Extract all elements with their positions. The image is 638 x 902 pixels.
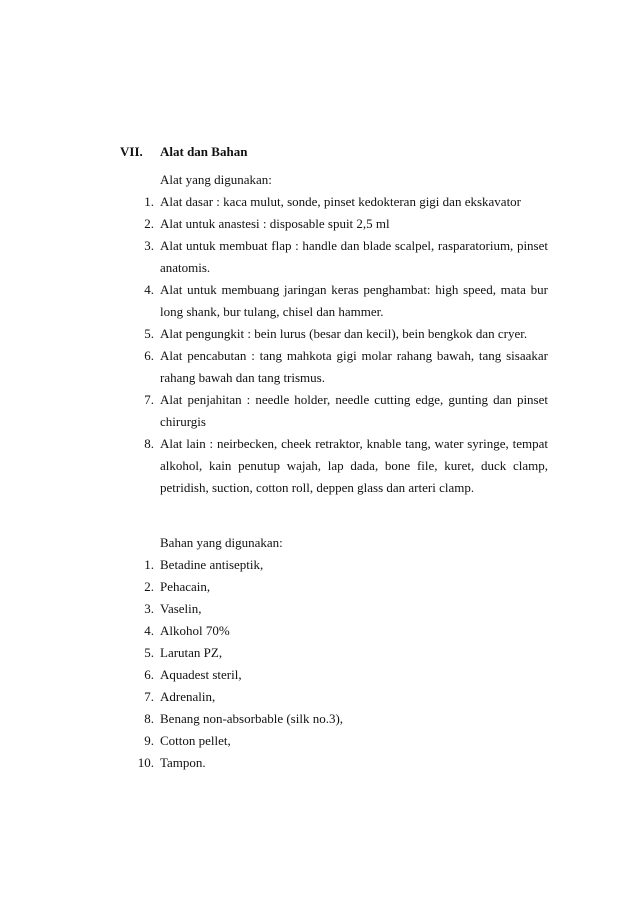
alat-intro: Alat yang digunakan:: [160, 172, 272, 187]
list-text: Alat untuk membuang jaringan keras penghambat: high speed, mata bur long shank, bur tulang, chisel dan hammer.: [160, 282, 548, 319]
bahan-list-item: [120, 664, 548, 686]
alat-list-item: [120, 389, 548, 433]
list-number: 4.: [144, 282, 154, 297]
list-text: Alat lain : neirbecken, cheek retraktor, knable tang, water syringe, tempat alkohol, kain penutup wajah, lap dada, bone file, kuret, duck clamp, petridish, suction, cotton roll, deppen glass dan arteri clamp.: [160, 436, 548, 495]
bahan-list-item: [120, 598, 548, 620]
list-text: Alat dasar : kaca mulut, sonde, pinset kedokteran gigi dan ekskavator: [160, 194, 522, 209]
bahan-list-item: [120, 576, 548, 598]
list-text: Adrenalin,: [160, 689, 216, 704]
alat-list: [120, 191, 548, 499]
list-number: 3.: [144, 601, 154, 616]
alat-list-item: [120, 433, 548, 499]
list-text: Larutan PZ,: [160, 645, 223, 660]
list-text: Alat pencabutan : tang mahkota gigi molar rahang bawah, tang sisaakar rahang bawah dan tang trismus.: [160, 348, 548, 385]
list-number: 2.: [144, 216, 154, 231]
list-text: Vaselin,: [160, 601, 202, 616]
list-number: 8.: [144, 436, 154, 451]
list-number: 6.: [144, 667, 154, 682]
bahan-list: [120, 554, 548, 774]
bahan-list-item: [120, 620, 548, 642]
list-number: 5.: [144, 645, 154, 660]
list-number: 4.: [144, 623, 154, 638]
bahan-list-item: [120, 642, 548, 664]
list-number: 6.: [144, 348, 154, 363]
list-number: 7.: [144, 689, 154, 704]
alat-section: [120, 169, 548, 499]
list-number: 3.: [144, 238, 154, 253]
bahan-intro: Bahan yang digunakan:: [160, 535, 283, 550]
bahan-list-item: [120, 554, 548, 576]
bahan-list-item: [120, 752, 548, 774]
list-number: 5.: [144, 326, 154, 341]
section-number: VII.: [120, 144, 143, 159]
list-number: 10.: [137, 755, 154, 770]
list-text: Alkohol 70%: [160, 623, 230, 638]
list-text: Alat pengungkit : bein lurus (besar dan kecil), bein bengkok dan cryer.: [160, 326, 528, 341]
list-text: Aquadest steril,: [160, 667, 242, 682]
alat-list-item: [120, 213, 548, 235]
alat-list-item: [120, 345, 548, 389]
bahan-section: [120, 532, 548, 774]
list-text: Cotton pellet,: [160, 733, 231, 748]
list-number: 1.: [144, 194, 154, 209]
list-text: Tampon.: [160, 755, 206, 770]
list-text: Alat untuk membuat flap : handle dan blade scalpel, rasparatorium, pinset anatomis.: [160, 238, 548, 275]
section-title: Alat dan Bahan: [160, 144, 248, 159]
list-text: Betadine antiseptik,: [160, 557, 264, 572]
list-text: Pehacain,: [160, 579, 211, 594]
alat-list-item: [120, 323, 548, 345]
bahan-list-item: [120, 730, 548, 752]
bahan-list-item: [120, 708, 548, 730]
alat-list-item: [120, 279, 548, 323]
list-number: 2.: [144, 579, 154, 594]
bahan-list-item: [120, 686, 548, 708]
list-number: 8.: [144, 711, 154, 726]
list-text: Alat penjahitan : needle holder, needle cutting edge, gunting dan pinset chirurgis: [160, 392, 548, 429]
list-text: Alat untuk anastesi : disposable spuit 2,5 ml: [160, 216, 390, 231]
alat-list-item: [120, 235, 548, 279]
section-heading: [120, 144, 247, 160]
list-text: Benang non-absorbable (silk no.3),: [160, 711, 344, 726]
list-number: 1.: [144, 557, 154, 572]
list-number: 7.: [144, 392, 154, 407]
alat-list-item: [120, 191, 548, 213]
list-number: 9.: [144, 733, 154, 748]
